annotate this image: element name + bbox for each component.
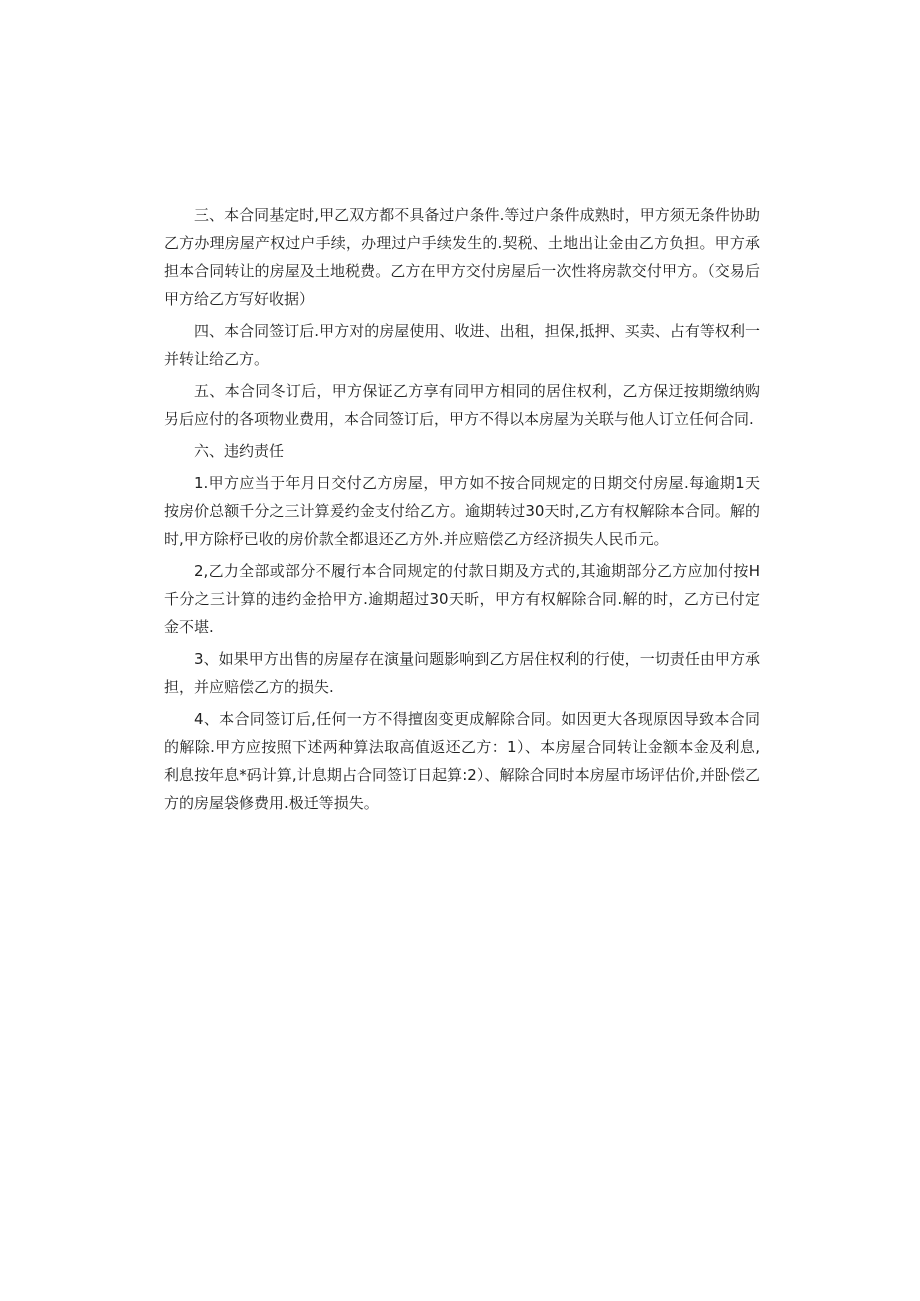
breach-item-4: 4、本合同签订后,任何一方不得擅囱变更成解除合同。如因更大各现原因导致本合同的解除.甲方应按照下述两种算法取高值返还乙方：1）、本房屋合同转让金额本金及利息,利息按年息*码计算,计息期占合同签订日起算:2）、解除合同时本房屋市场评估价,并卧偿乙方的房屋袋修费用.极迁等损失。 (164, 710, 760, 812)
breach-item-1: 1.甲方应当于年月日交付乙方房屋，甲方如不按合同规定的日期交付房屋.每逾期1天按房价总额千分之三计算爰约金支付给乙方。逾期转过30天时,乙方有权解除本合同。解的时,甲方除杼已收的房价款全都退还乙方外.并应赔偿乙方经济损失人民币元。 (164, 474, 760, 548)
breach-item-2: 2,乙力全部或部分不履行本合同规定的付款日期及方式的,其逾期部分乙方应加付按H千分之三计算的违约金拾甲方.逾期超过30天昕，甲方有权解除合同.解的时，乙方已付定金不堪. (164, 562, 760, 636)
clause-six-heading: 六、违约责任 (194, 442, 285, 460)
clause-four-paragraph: 四、本合同签订后.甲方对的房屋使用、收进、出租，担保,抵押、买卖、占有等权利一并转让给乙方。 (164, 322, 760, 368)
clause-three-paragraph: 三、本合同基定时,甲乙双方都不具备过户条件.等过户条件成熟时，甲方须无条件协助乙方办理房屋产权过户手续，办理过户手续发生的.契税、土地出让金由乙方负担。甲方承担本合同转让的房屋及土地税费。乙方在甲方交付房屋后一次性将房款交付甲方。（交易后甲方给乙方写好收据） (164, 206, 760, 308)
clause-five-paragraph: 五、本合同冬订后，甲方保证乙方享有同甲方相同的居住权利，乙方保迂按期缴纳购另后应付的各项物业费用，本合同签订后，甲方不得以本房屋为关联与他人订立任何合同. (164, 382, 760, 428)
contract-body (164, 201, 760, 821)
breach-item-3: 3、如果甲方出售的房屋存在演量问题影响到乙方居住权利的行使，一切责任由甲方承担，并应赔偿乙方的损失. (164, 650, 760, 696)
